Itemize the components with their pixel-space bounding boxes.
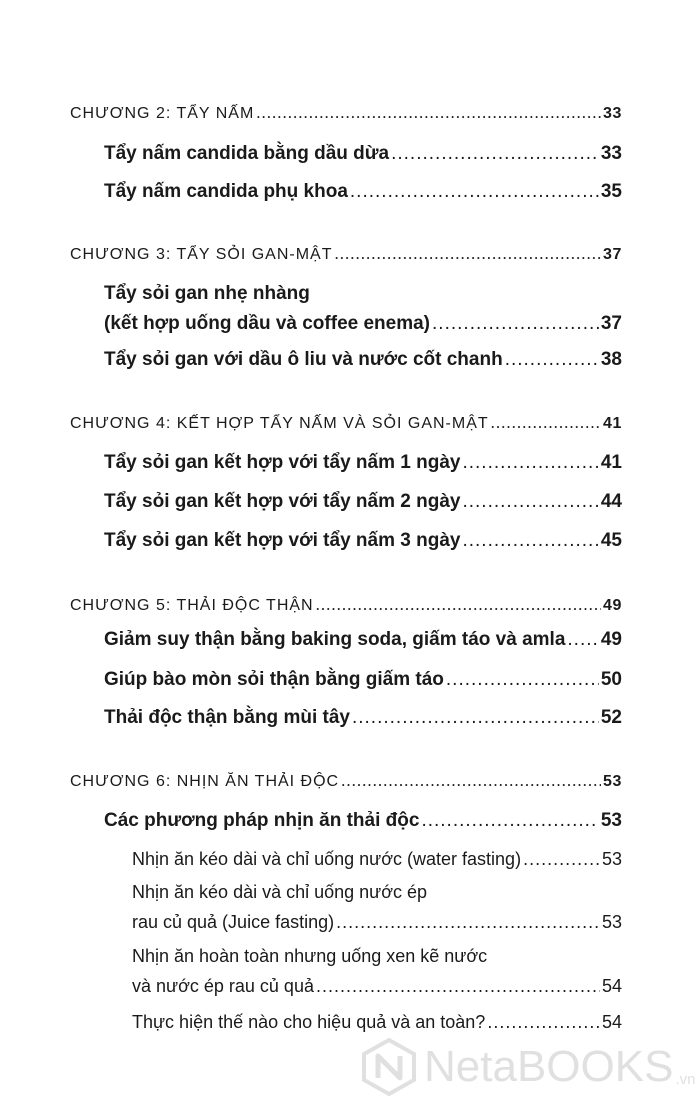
leader-dots — [391, 144, 599, 163]
watermark-brand: NetaBOOKS — [424, 1042, 674, 1091]
leader-dots — [462, 531, 598, 550]
watermark — [360, 1038, 695, 1096]
toc-page-number: 53 — [603, 773, 622, 790]
toc-entry — [104, 531, 622, 550]
leader-dots — [446, 670, 599, 689]
leader-dots — [352, 708, 599, 727]
toc-title: Tẩy sỏi gan kết hợp với tẩy nấm 2 ngày — [104, 491, 461, 512]
toc-chapter-2 — [70, 104, 622, 122]
toc-entry — [104, 314, 622, 333]
toc-entry — [104, 708, 622, 727]
toc-entry-line-1: Tẩy sỏi gan nhẹ nhàng — [104, 283, 310, 304]
toc-title: CHƯƠNG 3: TẨY SỎI GAN-MẬT — [70, 246, 333, 263]
leader-dots — [462, 453, 598, 472]
toc-page-number: 53 — [601, 912, 622, 932]
toc-entry — [104, 453, 622, 472]
toc-chapter-6 — [70, 772, 622, 790]
toc-chapter-3 — [70, 245, 622, 263]
toc-page-number: 35 — [600, 181, 622, 202]
toc-entry — [104, 182, 622, 201]
toc-entry — [104, 350, 622, 369]
leader-dots — [316, 596, 601, 613]
leader-dots — [462, 492, 598, 511]
toc-entry — [104, 492, 622, 511]
leader-dots — [432, 314, 599, 333]
toc-page-number: 50 — [600, 669, 622, 690]
leader-dots — [256, 104, 601, 121]
toc-page-number: 49 — [600, 629, 622, 650]
leader-dots — [316, 977, 600, 995]
toc-title: (kết hợp uống dầu và coffee enema) — [104, 313, 431, 334]
toc-subentry — [132, 977, 622, 995]
toc-page-number: 38 — [600, 349, 622, 370]
toc-page-number: 33 — [600, 143, 622, 164]
toc-title: rau củ quả (Juice fasting) — [132, 912, 335, 932]
toc-title: Thực hiện thế nào cho hiệu quả và an toàn? — [132, 1012, 486, 1032]
toc-title: CHƯƠNG 6: NHỊN ĂN THẢI ĐỘC — [70, 773, 340, 790]
toc-page-number: 52 — [600, 707, 622, 728]
leader-dots — [341, 772, 601, 789]
toc-title: Tẩy sỏi gan kết hợp với tẩy nấm 1 ngày — [104, 452, 461, 473]
netabooks-logo-icon — [360, 1038, 418, 1096]
leader-dots — [487, 1013, 600, 1031]
toc-page-number: 53 — [601, 849, 622, 869]
watermark-suffix: .vn — [675, 1071, 696, 1088]
toc-title: Giảm suy thận bằng baking soda, giấm táo và amla — [104, 629, 566, 650]
toc-title: Giúp bào mòn sỏi thận bằng giấm táo — [104, 669, 444, 690]
toc-title: CHƯƠNG 4: KẾT HỢP TẨY NẤM VÀ SỎI GAN-MẬT — [70, 415, 489, 432]
toc-page-number: 41 — [603, 415, 622, 432]
toc-title: Nhịn ăn kéo dài và chỉ uống nước (water fasting) — [132, 849, 522, 869]
toc-subentry — [132, 913, 622, 931]
toc-subentry — [132, 850, 622, 868]
toc-page-number: 41 — [600, 452, 622, 473]
leader-dots — [567, 630, 598, 649]
toc-entry — [104, 811, 622, 830]
toc-chapter-5 — [70, 596, 622, 614]
leader-dots — [523, 850, 600, 868]
toc-subentry-line-1: Nhịn ăn kéo dài và chỉ uống nước ép — [132, 882, 428, 902]
toc-entry — [104, 670, 622, 689]
toc-page-number: 37 — [600, 313, 622, 334]
toc-subentry — [132, 1013, 622, 1031]
leader-dots — [505, 350, 599, 369]
toc-subentry-line-1: Nhịn ăn hoàn toàn nhưng uống xen kẽ nước — [132, 946, 488, 966]
toc-page-number: 45 — [600, 530, 622, 551]
toc-page-number: 54 — [601, 976, 622, 996]
toc-entry — [104, 630, 622, 649]
toc-page-number: 54 — [601, 1012, 622, 1032]
leader-dots — [336, 913, 600, 931]
toc-title: Thải độc thận bằng mùi tây — [104, 707, 350, 728]
leader-dots — [491, 414, 601, 431]
leader-dots — [421, 811, 598, 830]
toc-title: Các phương pháp nhịn ăn thải độc — [104, 810, 420, 831]
toc-chapter-4 — [70, 414, 622, 432]
toc-page-number: 44 — [600, 491, 622, 512]
toc-title: Tẩy nấm candida bằng dầu dừa — [104, 143, 390, 164]
toc-page-number: 33 — [603, 105, 622, 122]
toc-title: Tẩy sỏi gan với dầu ô liu và nước cốt chanh — [104, 349, 503, 370]
toc-title: Tẩy nấm candida phụ khoa — [104, 181, 348, 202]
toc-entry — [104, 144, 622, 163]
toc-title: CHƯƠNG 5: THẢI ĐỘC THẬN — [70, 597, 314, 614]
toc-title: và nước ép rau củ quả — [132, 976, 314, 996]
leader-dots — [350, 182, 599, 201]
toc-page-number: 53 — [600, 810, 622, 831]
toc-title: CHƯƠNG 2: TẨY NẤM — [70, 105, 255, 122]
toc-page-number: 49 — [603, 597, 622, 614]
toc-title: Tẩy sỏi gan kết hợp với tẩy nấm 3 ngày — [104, 530, 461, 551]
leader-dots — [335, 245, 602, 262]
toc-page-number: 37 — [603, 246, 622, 263]
